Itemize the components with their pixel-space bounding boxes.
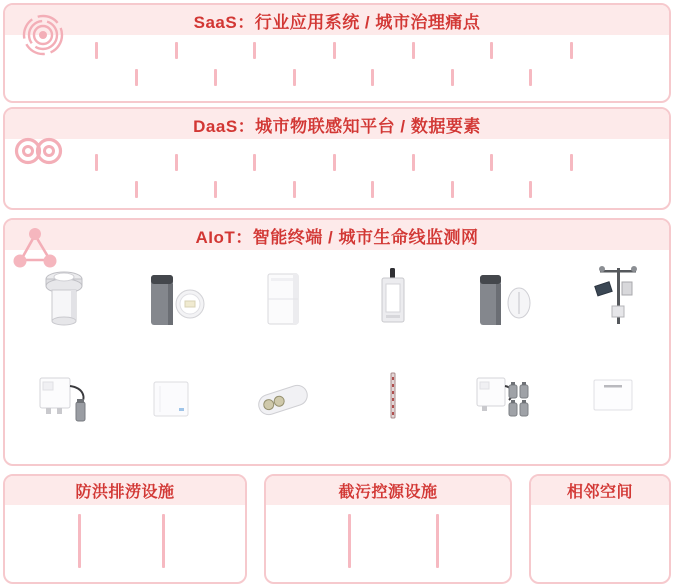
daas-title-band bbox=[5, 109, 669, 139]
device-controller-with-gas-canisters bbox=[475, 376, 531, 427]
text-separator bbox=[135, 181, 138, 198]
text-separator bbox=[529, 181, 532, 198]
panel-flood-drainage bbox=[3, 474, 247, 584]
text-separator bbox=[293, 181, 296, 198]
text-separator bbox=[529, 69, 532, 86]
text-separator bbox=[175, 154, 178, 171]
device-radar-flow-sensor bbox=[255, 382, 311, 423]
text-separator bbox=[253, 42, 256, 59]
panel-aiot bbox=[3, 218, 671, 466]
text-separator bbox=[490, 42, 493, 59]
panel-sewage-control bbox=[264, 474, 512, 584]
text-separator bbox=[490, 154, 493, 171]
device-white-cabinet-terminal bbox=[265, 272, 301, 331]
text-separator bbox=[95, 154, 98, 171]
text-separator bbox=[214, 69, 217, 86]
device-measuring-rod-sensor bbox=[388, 372, 398, 425]
text-separator bbox=[371, 181, 374, 198]
text-separator bbox=[333, 154, 336, 171]
text-separator bbox=[348, 514, 351, 568]
text-separator bbox=[95, 42, 98, 59]
device-pole-station-with-disc-sensor bbox=[148, 270, 206, 335]
device-weather-station-mast bbox=[590, 264, 638, 333]
text-separator bbox=[451, 181, 454, 198]
saas-title: SaaS：行业应用系统 / 城市治理痛点 bbox=[193, 12, 481, 32]
text-separator bbox=[78, 514, 81, 568]
text-separator bbox=[412, 42, 415, 59]
text-separator bbox=[436, 514, 439, 568]
text-separator bbox=[135, 69, 138, 86]
panel-adjacent-space bbox=[529, 474, 671, 584]
sewage-title: 截污控源设施 bbox=[338, 484, 438, 501]
device-controller-with-cable-probe bbox=[38, 374, 90, 431]
text-separator bbox=[412, 154, 415, 171]
text-separator bbox=[175, 42, 178, 59]
text-separator bbox=[451, 69, 454, 86]
text-separator bbox=[253, 154, 256, 171]
sewage-title-band bbox=[266, 476, 510, 505]
text-separator bbox=[371, 69, 374, 86]
text-separator bbox=[214, 181, 217, 198]
flood-title-band bbox=[5, 476, 245, 505]
text-separator bbox=[162, 514, 165, 568]
saas-title-band bbox=[5, 5, 669, 35]
device-wall-mounted-panel bbox=[592, 378, 634, 417]
aiot-title-band bbox=[5, 220, 669, 250]
flood-title: 防洪排涝设施 bbox=[75, 484, 175, 501]
adjacent-title-band bbox=[531, 476, 669, 505]
text-separator bbox=[570, 154, 573, 171]
device-flat-wall-panel bbox=[152, 380, 190, 423]
device-gas-detector-with-antenna bbox=[378, 268, 408, 331]
device-manhole-level-sensor bbox=[42, 268, 86, 335]
text-separator bbox=[570, 42, 573, 59]
text-separator bbox=[333, 42, 336, 59]
device-pole-station-with-oval-sensor bbox=[478, 272, 534, 335]
text-separator bbox=[293, 69, 296, 86]
daas-title: DaaS：城市物联感知平台 / 数据要素 bbox=[193, 116, 481, 136]
aiot-title: AIoT：智能终端 / 城市生命线监测网 bbox=[195, 227, 479, 247]
adjacent-title: 相邻空间 bbox=[566, 484, 633, 501]
